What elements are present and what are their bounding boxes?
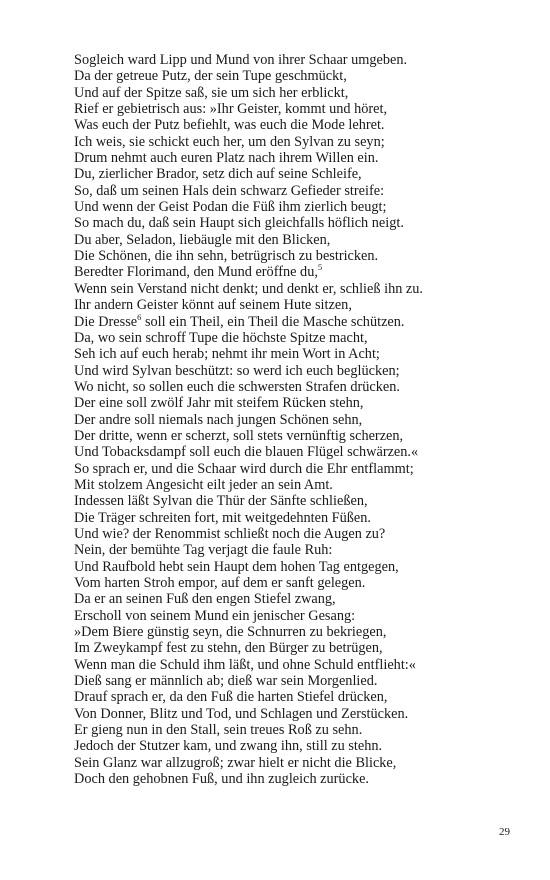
poem-line (74, 330, 494, 346)
poem-line-text: Da der getreue Putz, der sein Tupe geschmückt, (74, 68, 347, 85)
poem-line-text: Nein, der bemühte Tag verjagt die faule Ruh: (74, 542, 333, 559)
poem-line-text: Von Donner, Blitz und Tod, und Schlagen und Zerstücken. (74, 705, 409, 722)
poem-line (74, 52, 494, 68)
poem-line (74, 624, 494, 640)
poem-line-text: Du aber, Seladon, liebäugle mit den Blicken, (74, 231, 331, 248)
poem-line (74, 85, 494, 101)
poem-line-text: Seh ich auf euch herab; nehmt ihr mein Wort in Acht; (74, 346, 380, 363)
poem-line-text: Der dritte, wenn er scherzt, soll stets vernünftig scherzen, (74, 427, 404, 444)
poem-line (74, 657, 494, 673)
poem-line (74, 150, 494, 166)
poem-line (74, 101, 494, 117)
poem-text (74, 52, 494, 787)
poem-line (74, 248, 494, 264)
poem-line (74, 363, 494, 379)
poem-line-text: Rief er gebietrisch aus: »Ihr Geister, kommt und höret, (74, 101, 388, 118)
poem-line-text: Er gieng nun in den Stall, sein treues Roß zu sehn. (74, 722, 363, 739)
poem-line (74, 117, 494, 133)
poem-line-text: Und Raufbold hebt sein Haupt dem hohen Tag entgegen, (74, 558, 399, 575)
poem-line (74, 183, 494, 199)
poem-line-text: Jedoch der Stutzer kam, und zwang ihn, still zu stehn. (74, 738, 383, 755)
poem-line-text: Du, zierlicher Brador, setz dich auf seine Schleife, (74, 166, 362, 183)
poem-line (74, 428, 494, 444)
poem-line (74, 559, 494, 575)
poem-line-text: Indessen läßt Sylvan die Thür der Sänfte schließen, (74, 493, 368, 510)
poem-line (74, 134, 494, 150)
poem-line-text-continued: soll ein Theil, ein Theil die Masche schützen. (141, 313, 405, 330)
poem-line-text: So mach du, daß sein Haupt sich gleichfalls höflich neigt. (74, 215, 404, 232)
poem-line (74, 575, 494, 591)
poem-line (74, 264, 494, 280)
poem-line (74, 542, 494, 558)
poem-line-text: Ich weis, sie schickt euch her, um den Sylvan zu seyn; (74, 133, 385, 150)
poem-line (74, 412, 494, 428)
footnote-marker[interactable]: 6 (137, 311, 142, 322)
poem-line-text: Wenn sein Verstand nicht denkt; und denkt er, schließ ihn zu. (74, 280, 424, 297)
poem-line (74, 461, 494, 477)
page-number: 29 (499, 826, 510, 838)
poem-line-text: Doch den gehobnen Fuß, und ihn zugleich zurücke. (74, 771, 369, 788)
poem-line (74, 215, 494, 231)
poem-line (74, 608, 494, 624)
poem-line (74, 346, 494, 362)
poem-line (74, 199, 494, 215)
poem-line (74, 722, 494, 738)
poem-line-text: »Dem Biere günstig seyn, die Schnurren zu bekriegen, (74, 624, 387, 641)
poem-line-text: Drauf sprach er, da den Fuß die harten Stiefel drücken, (74, 689, 388, 706)
poem-line (74, 444, 494, 460)
poem-line (74, 673, 494, 689)
poem-line (74, 755, 494, 771)
poem-line-text: So sprach er, und die Schaar wird durch die Ehr entflammt; (74, 460, 414, 477)
poem-line-text: Vom harten Stroh empor, auf dem er sanft gelegen. (74, 575, 366, 591)
poem-line (74, 771, 494, 787)
poem-line-text: Die Dresse (74, 313, 138, 330)
poem-line-text: Die Träger schreiten fort, mit weitgedehnten Füßen. (74, 509, 371, 526)
poem-line-text: Erscholl von seinem Mund ein jenischer Gesang: (74, 607, 356, 624)
poem-line (74, 477, 494, 493)
poem-line-text: Und wird Sylvan beschützt: so werd ich euch beglücken; (74, 362, 400, 379)
poem-line-text: Wenn man die Schuld ihm läßt, und ohne Schuld entflieht:« (74, 656, 416, 673)
poem-line-text: Die Schönen, die ihn sehn, betrügrisch zu bestricken. (74, 248, 379, 265)
poem-line-text: So, daß um seinen Hals dein schwarz Gefieder streife: (74, 182, 385, 199)
poem-line-text: Wo nicht, so sollen euch die schwersten Strafen drücken. (74, 378, 400, 395)
poem-line (74, 68, 494, 84)
poem-line (74, 281, 494, 297)
poem-line-text: Der eine soll zwölf Jahr mit steifem Rücken stehn, (74, 395, 364, 412)
poem-line-text: Und auf der Spitze saß, sie um sich her erblickt, (74, 84, 349, 101)
poem-line-text: Dieß sang er männlich ab; dieß war sein Morgenlied. (74, 673, 378, 690)
poem-line (74, 640, 494, 656)
poem-line-text: Sein Glanz war allzugroß; zwar hielt er nicht die Blicke, (74, 754, 397, 771)
poem-line-text: Beredter Florimand, den Mund eröffne du, (74, 264, 318, 281)
poem-line (74, 379, 494, 395)
footnote-marker[interactable]: 5 (317, 262, 323, 273)
poem-line (74, 738, 494, 754)
poem-line (74, 706, 494, 722)
poem-line (74, 493, 494, 509)
poem-line-text: Was euch der Putz befiehlt, was euch die Mode lehret. (74, 117, 385, 134)
poem-line-text: Im Zweykampf fest zu stehn, den Bürger zu betrügen, (74, 640, 383, 657)
poem-line (74, 232, 494, 248)
poem-line-text: Und wie? der Renommist schließt noch die Augen zu? (74, 525, 386, 542)
poem-line (74, 311, 494, 330)
poem-line-text: Da er an seinen Fuß den engen Stiefel zwang, (74, 591, 336, 608)
poem-line (74, 526, 494, 542)
poem-line-text: Und wenn der Geist Podan die Füß ihm zierlich beugt; (74, 199, 387, 216)
poem-line-text: Drum nehmt auch euren Platz nach ihrem Willen ein. (74, 150, 379, 167)
poem-line (74, 591, 494, 607)
poem-line-text: Der andre soll niemals nach jungen Schönen sehn, (74, 411, 363, 428)
poem-line (74, 395, 494, 411)
poem-line-text: Sogleich ward Lipp und Mund von ihrer Schaar umgeben. (74, 52, 408, 68)
poem-line (74, 510, 494, 526)
poem-line-text: Ihr andern Geister könnt auf seinem Hute sitzen, (74, 297, 352, 314)
poem-line-text: Da, wo sein schroff Tupe die höchste Spitze macht, (74, 329, 368, 346)
poem-line-text: Mit stolzem Angesicht eilt jeder an sein Amt. (74, 476, 333, 493)
poem-line-text: Und Tobacksdampf soll euch die blauen Flügel schwärzen.« (74, 444, 419, 461)
poem-line (74, 689, 494, 705)
poem-line (74, 166, 494, 182)
